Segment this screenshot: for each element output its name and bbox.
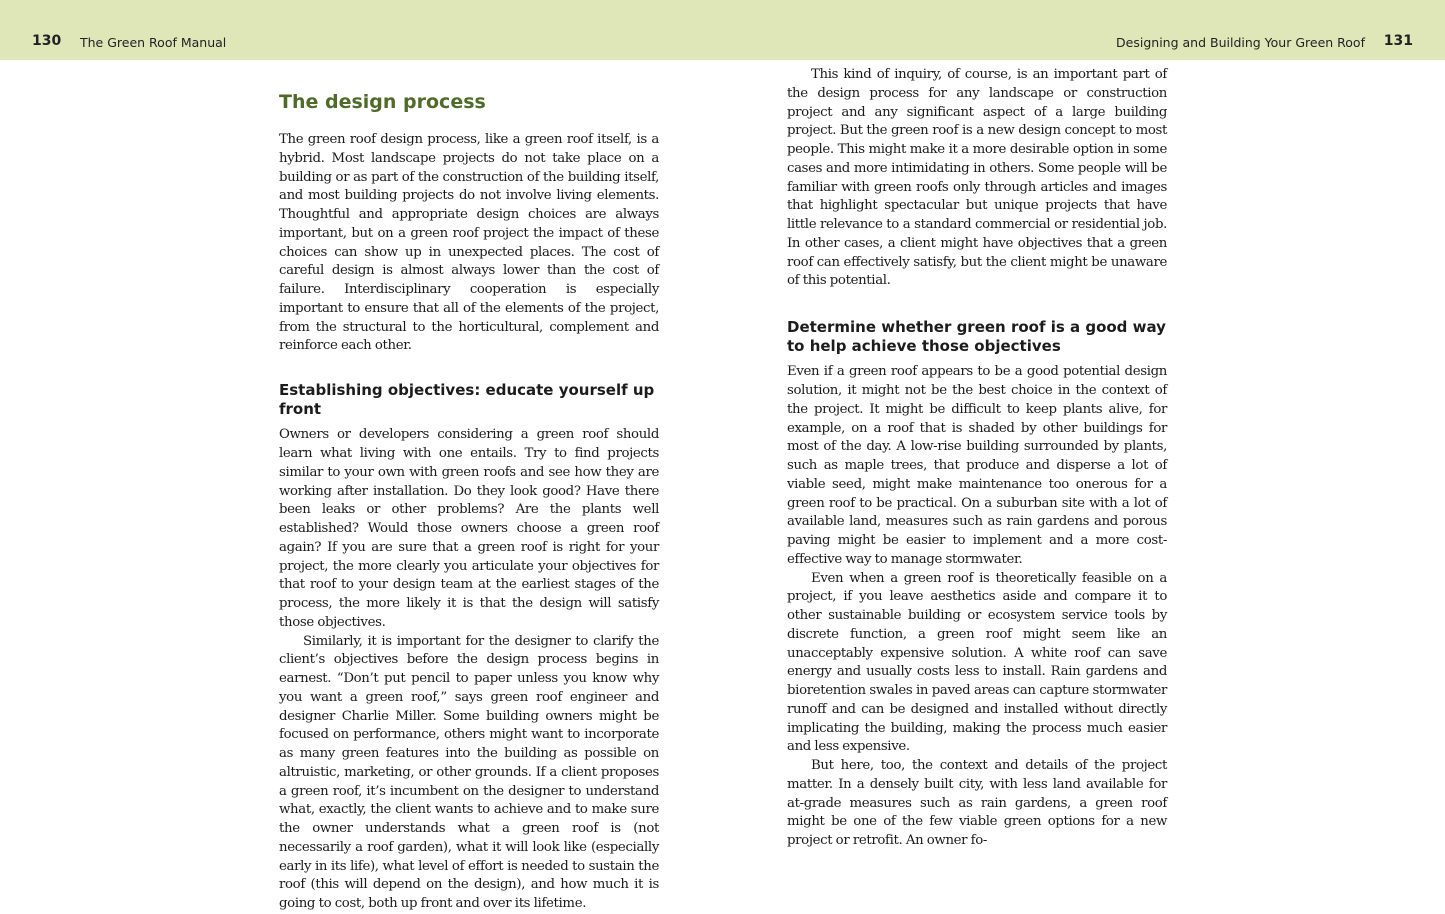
left-running-head: The Green Roof Manual <box>80 35 227 50</box>
right-running-head: Designing and Building Your Green Roof <box>1116 35 1365 50</box>
running-header-bar <box>0 0 1445 60</box>
body-paragraph: Even when a green roof is theoretically feasible on a project, if you leave aesthetics aside and compare it to other sustainable building or ecosystem service tools by discrete function, a green roof might seem like an unacceptably expensive solution. A white roof can save energy and usually costs less to install. Rain gardens and bioretention swales in paved areas can capture stormwater runoff and can be designed and installed without directly implicating the building, making the process much easier and less expensive. <box>787 570 1167 755</box>
body-paragraph: Similarly, it is important for the designer to clarify the client’s objectives before the design process begins in earnest. “Don’t put pencil to paper unless you know why you want a green roof,” says green roof engineer and designer Charlie Miller. Some building owners might be focused on performance, others might want to incorporate as many green features into the building as possible on altruistic, marketing, or other grounds. If a client proposes a green roof, it’s incumbent on the designer to understand what, exactly, the client wants to achieve and to make sure the owner understands what a green roof is (not necessarily a roof garden), what it will look like (especially early in its life), what level of effort is needed to sustain the roof (this will depend on the design), and how much it is going to cost, both up front and over its lifetime. <box>279 633 659 912</box>
right-page-column <box>787 66 1167 851</box>
body-paragraph: Owners or developers considering a green roof should learn what living with one entails. Try to find projects similar to your own with green roofs and see how they are working after installation. Do they look good? Have there been leaks or other problems? Are the plants well established? Would those owners choose a green roof again? If you are sure that a green roof is right for your project, the more clearly you articulate your objectives for that roof to your design team at the earliest stages of the process, the more likely it is that the design will satisfy those objectives. <box>279 427 659 630</box>
section-title: The design process <box>279 91 486 113</box>
body-paragraph: But here, too, the context and details of the project matter. In a densely built city, with less land available for at-grade measures such as rain gardens, a green roof might be one of the few viable green options for a new project or retrofit. An owner fo- <box>787 758 1167 849</box>
right-page-number: 131 <box>1383 33 1413 49</box>
intro-paragraph: The green roof design process, like a green roof itself, is a hybrid. Most landscape projects do not take place on a building or as part of the construction of the building itself, and most building projects do not involve living elements. Thoughtful and appropriate design choices are always important, but on a green roof project the impact of these choices can show up in unexpected places. The cost of careful design is almost always lower than the cost of failure. Interdisciplinary cooperation is especially important to ensure that all of the elements of the project, from the structural to the horticultural, complement and reinforce each other. <box>279 132 659 354</box>
subheading-determine-whether: Determine whether green roof is a good way to help achieve those objectives <box>787 318 1166 355</box>
body-paragraph: Even if a green roof appears to be a good potential design solution, it might not be the best choice in the context of the project. It might be difficult to keep plants alive, for example, on a roof that is shaded by other buildings for most of the day. A low-rise building surrounded by plants, such as maple trees, that produce and disperse a lot of viable seed, might make maintenance too onerous for a green roof to be practical. On a suburban site with a lot of available land, measures such as rain gardens and porous paving might be easier to implement and a more cost-effective way to manage stormwater. <box>787 364 1167 567</box>
left-page-number: 130 <box>32 33 62 49</box>
subheading-establishing-objectives: Establishing objectives: educate yourself up front <box>279 381 655 418</box>
body-paragraph: This kind of inquiry, of course, is an important part of the design process for any landscape or construction project and any significant aspect of a large building project. But the green roof is a new design concept to most people. This might make it a more desirable option in some cases and more intimidating in others. Some people will be familiar with green roofs only through articles and images that highlight spectacular but unique projects that have little relevance to a standard commercial or residential job. In other cases, a client might have objectives that a green roof can effectively satisfy, but the client might be unaware of this potential. <box>787 67 1167 289</box>
left-page-column <box>279 66 659 914</box>
